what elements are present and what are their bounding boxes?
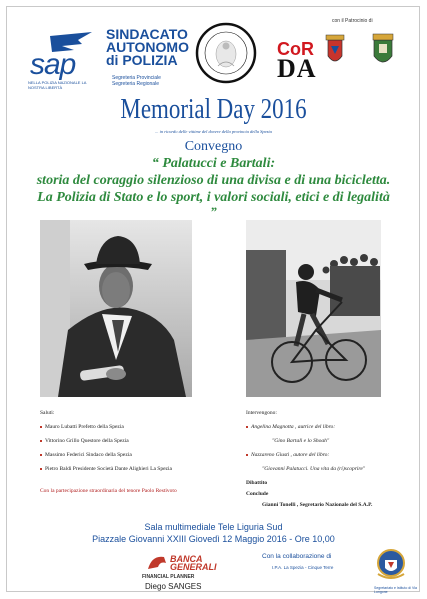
sap-name-line: SINDACATO	[106, 26, 188, 42]
ipa-crest-icon	[376, 548, 406, 582]
corda-logo-top: CoR	[277, 39, 314, 59]
speaker-book: "Gino Bartali e lo Shoah"	[272, 438, 330, 444]
saluti-item	[40, 466, 172, 472]
saluti-item-text: Massimo Federici Sindaco della Spezia	[45, 452, 132, 458]
province-crest-icon	[322, 34, 348, 70]
speaker-item	[246, 452, 329, 458]
corda-logo	[277, 39, 317, 83]
speaker-name: Angelina Magnotta , autrice del libro:	[251, 424, 336, 430]
sap-secretary-line: Segreteria Regionale	[112, 81, 159, 87]
sap-motto: NELLA POLIZIA NAZIONALE LA NOSTRA LIBERTÀ	[28, 80, 87, 90]
collaboration-org: I.P.A. La Spezia - Cinque Terre	[272, 565, 334, 570]
sponsor-name: Diego SANGES	[145, 582, 202, 591]
collaboration-label: Con la collaborazione di	[262, 553, 332, 560]
saluti-heading: Saluti:	[40, 410, 55, 416]
banca-line: BANCA	[170, 554, 203, 564]
interventi-heading: Intervengono:	[246, 410, 277, 416]
patrocinio-label: con il Patrocinio di	[332, 18, 373, 24]
ipa-crest-caption: Segretariato e Istituto di Via Lungone	[374, 586, 417, 594]
speaker-name: Nazzareno Giusti , autore del libro:	[251, 452, 330, 458]
round-association-logo	[195, 22, 257, 84]
conference-title-line: La Polizia di Stato e lo sport, i valori sociali, etici e di legalità	[37, 190, 390, 205]
banca-line: GENERALI	[170, 562, 217, 572]
bullet-icon	[246, 454, 248, 456]
bullet-icon	[246, 426, 248, 428]
bullet-icon	[40, 440, 42, 442]
sap-name-line: AUTONOMO	[106, 39, 189, 55]
financial-planner-label: FINANCIAL PLANNER	[142, 574, 195, 580]
bartali-photo	[246, 220, 381, 397]
bullet-icon	[40, 454, 42, 456]
saluti-item-text: Vittorino Grillo Questore della Spezia	[45, 438, 129, 444]
sap-secretaries	[112, 75, 161, 87]
banca-generali-logo	[170, 555, 217, 571]
saluti-item-text: Mauro Lubatti Prefetto della Spezia	[45, 424, 124, 430]
tenor-note: Con la partecipazione straordinaria del tenore Paolo Restivoto	[40, 488, 177, 494]
sap-secretary-line: Segreteria Provinciale	[112, 75, 161, 81]
conference-title-line: “ Palatucci e Bartali:	[151, 156, 276, 171]
speaker-book: "Giovanni Palatucci. Una vita da (ri)scoprire"	[262, 466, 366, 472]
saluti-item	[40, 452, 132, 458]
venue-name: Sala multimediale Tele Liguria Sud	[144, 522, 283, 532]
bullet-icon	[40, 468, 42, 470]
conference-title-closing-quote: ”	[210, 204, 217, 219]
saluti-item	[40, 424, 124, 430]
saluti-item-text: Pietro Baldi Presidente Società Dante Alighieri La Spezia	[45, 466, 172, 472]
sap-name-line: di POLIZIA	[106, 52, 178, 68]
conclude-speaker: Gianni Tonelli , Segretario Nazionale del S.A.P.	[262, 502, 373, 508]
convegno-label: Convegno	[184, 139, 243, 154]
palatucci-photo	[40, 220, 192, 397]
venue-date-time: Piazzale Giovanni XXIII Giovedì 12 Maggio 2016 - Ore 10,00	[92, 534, 335, 544]
sap-logo-word: sap	[30, 48, 76, 81]
saluti-item	[40, 438, 129, 444]
sap-name	[106, 28, 189, 67]
corda-logo-bottom: DA	[277, 54, 317, 83]
event-title: Memorial Day 2016	[120, 94, 307, 125]
conclude-label: Conclude	[246, 491, 269, 497]
conference-title-line: storia del coraggio silenzioso di una divisa e di una bicicletta.	[36, 173, 391, 188]
speaker-item	[246, 424, 335, 430]
dibattito-label: Dibattito	[246, 480, 268, 486]
event-dedication: ... in ricordo delle vittime del dovere della provincia della Spezia	[155, 129, 272, 134]
banca-generali-lion-icon	[146, 553, 168, 573]
city-crest-icon	[369, 32, 397, 72]
bullet-icon	[40, 426, 42, 428]
